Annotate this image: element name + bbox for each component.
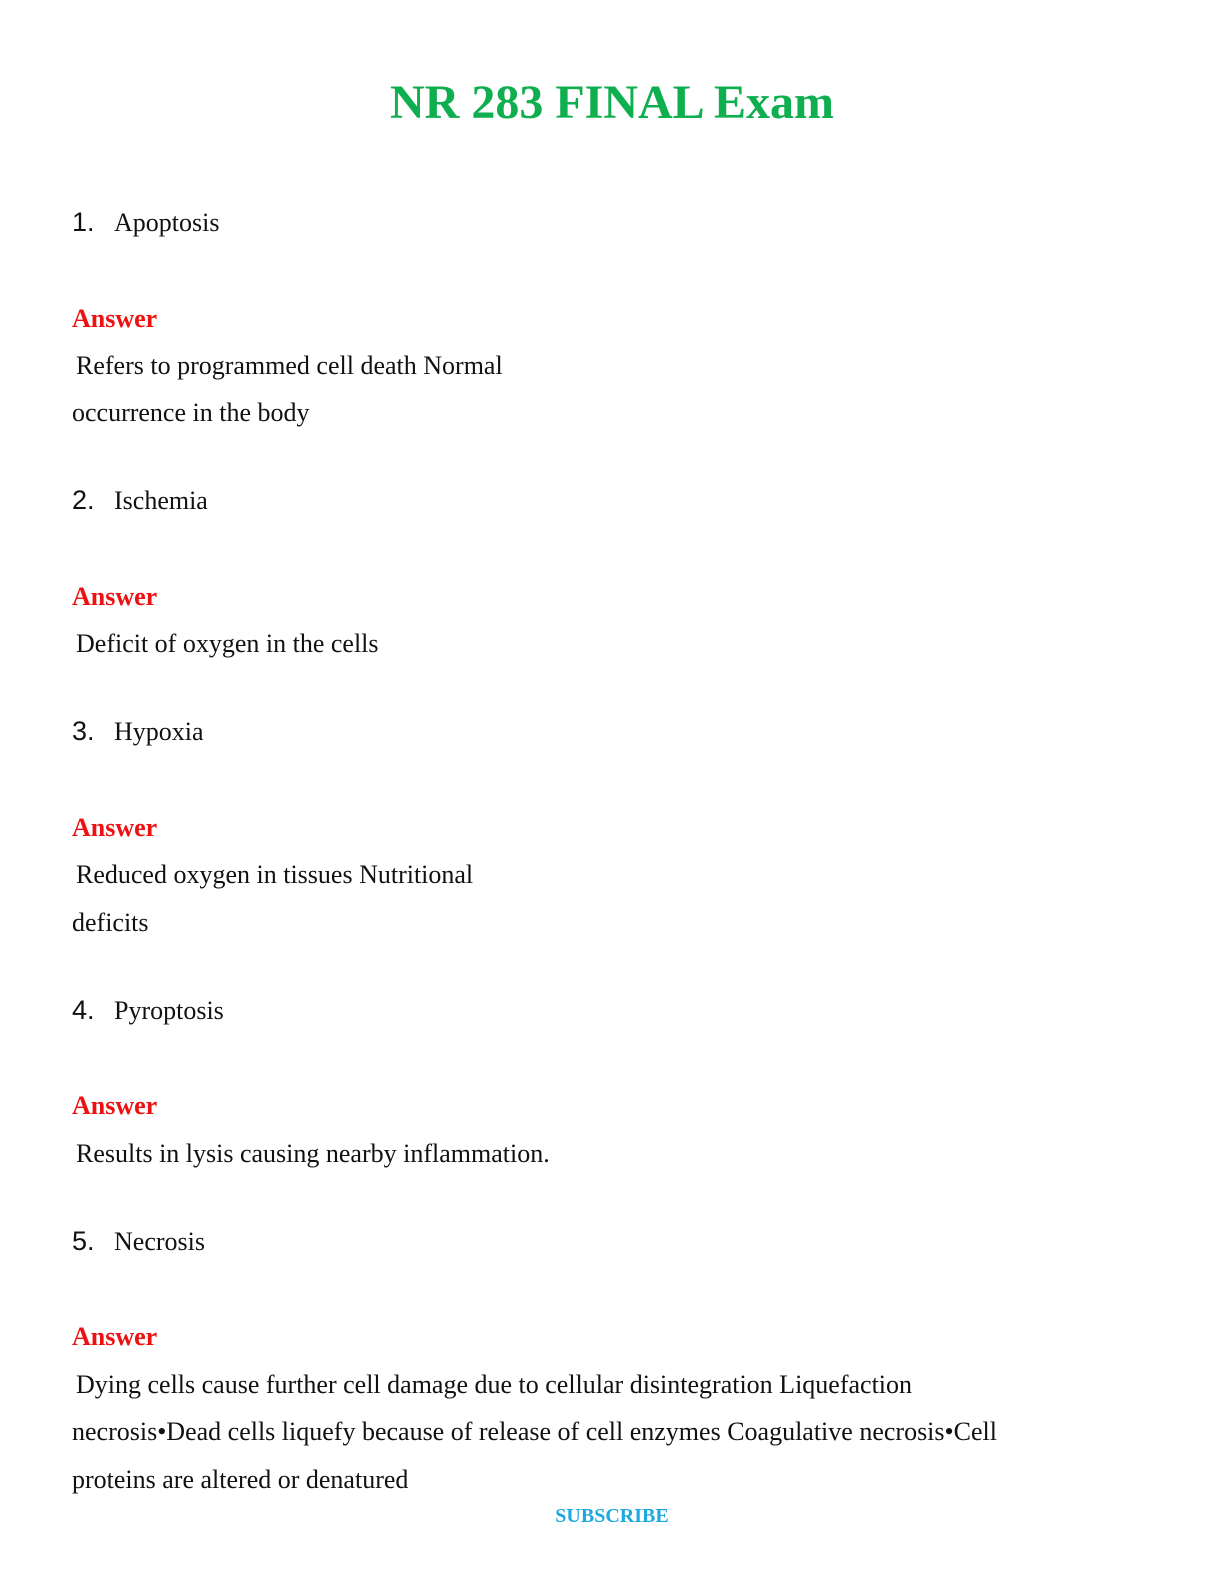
question-term: Ischemia [114,486,208,515]
question-term: Pyroptosis [114,996,224,1025]
question-number: 2. [72,485,95,515]
question-term: Apoptosis [114,208,220,237]
answer-text: deficits [72,908,149,937]
question-number: 4. [72,995,95,1025]
question-term: Hypoxia [114,717,204,746]
question-number: 1. [72,207,95,237]
question-1 [72,205,219,240]
question-term: Necrosis [114,1227,205,1256]
answer-label: Answer [72,304,158,333]
answer-label: Answer [72,813,158,842]
answer-text: Deficit of oxygen in the cells [76,629,379,658]
answer-text: Dying cells cause further cell damage due to cellular disintegration Liquefaction [76,1370,913,1399]
answer-text: Results in lysis causing nearby inflammation. [76,1139,550,1168]
question-number: 5. [72,1226,95,1256]
question-4 [72,993,224,1028]
answer-label: Answer [72,582,158,611]
answer-text: occurrence in the body [72,398,310,427]
answer-text: Reduced oxygen in tissues Nutritional [76,860,474,889]
answer-text: Refers to programmed cell death Normal [76,351,503,380]
question-5 [72,1224,205,1259]
answer-text: proteins are altered or denatured [72,1465,409,1494]
question-2 [72,483,208,518]
answer-label: Answer [72,1322,158,1351]
footer [0,1503,1224,1529]
question-number: 3. [72,716,95,746]
answer-label: Answer [72,1091,158,1120]
subscribe-link[interactable]: SUBSCRIBE [555,1505,669,1527]
answer-text: necrosis•Dead cells liquefy because of release of cell enzymes Coagulative necrosis•Cell [72,1417,997,1446]
question-3 [72,714,204,749]
document-title: NR 283 FINAL Exam [389,76,835,129]
